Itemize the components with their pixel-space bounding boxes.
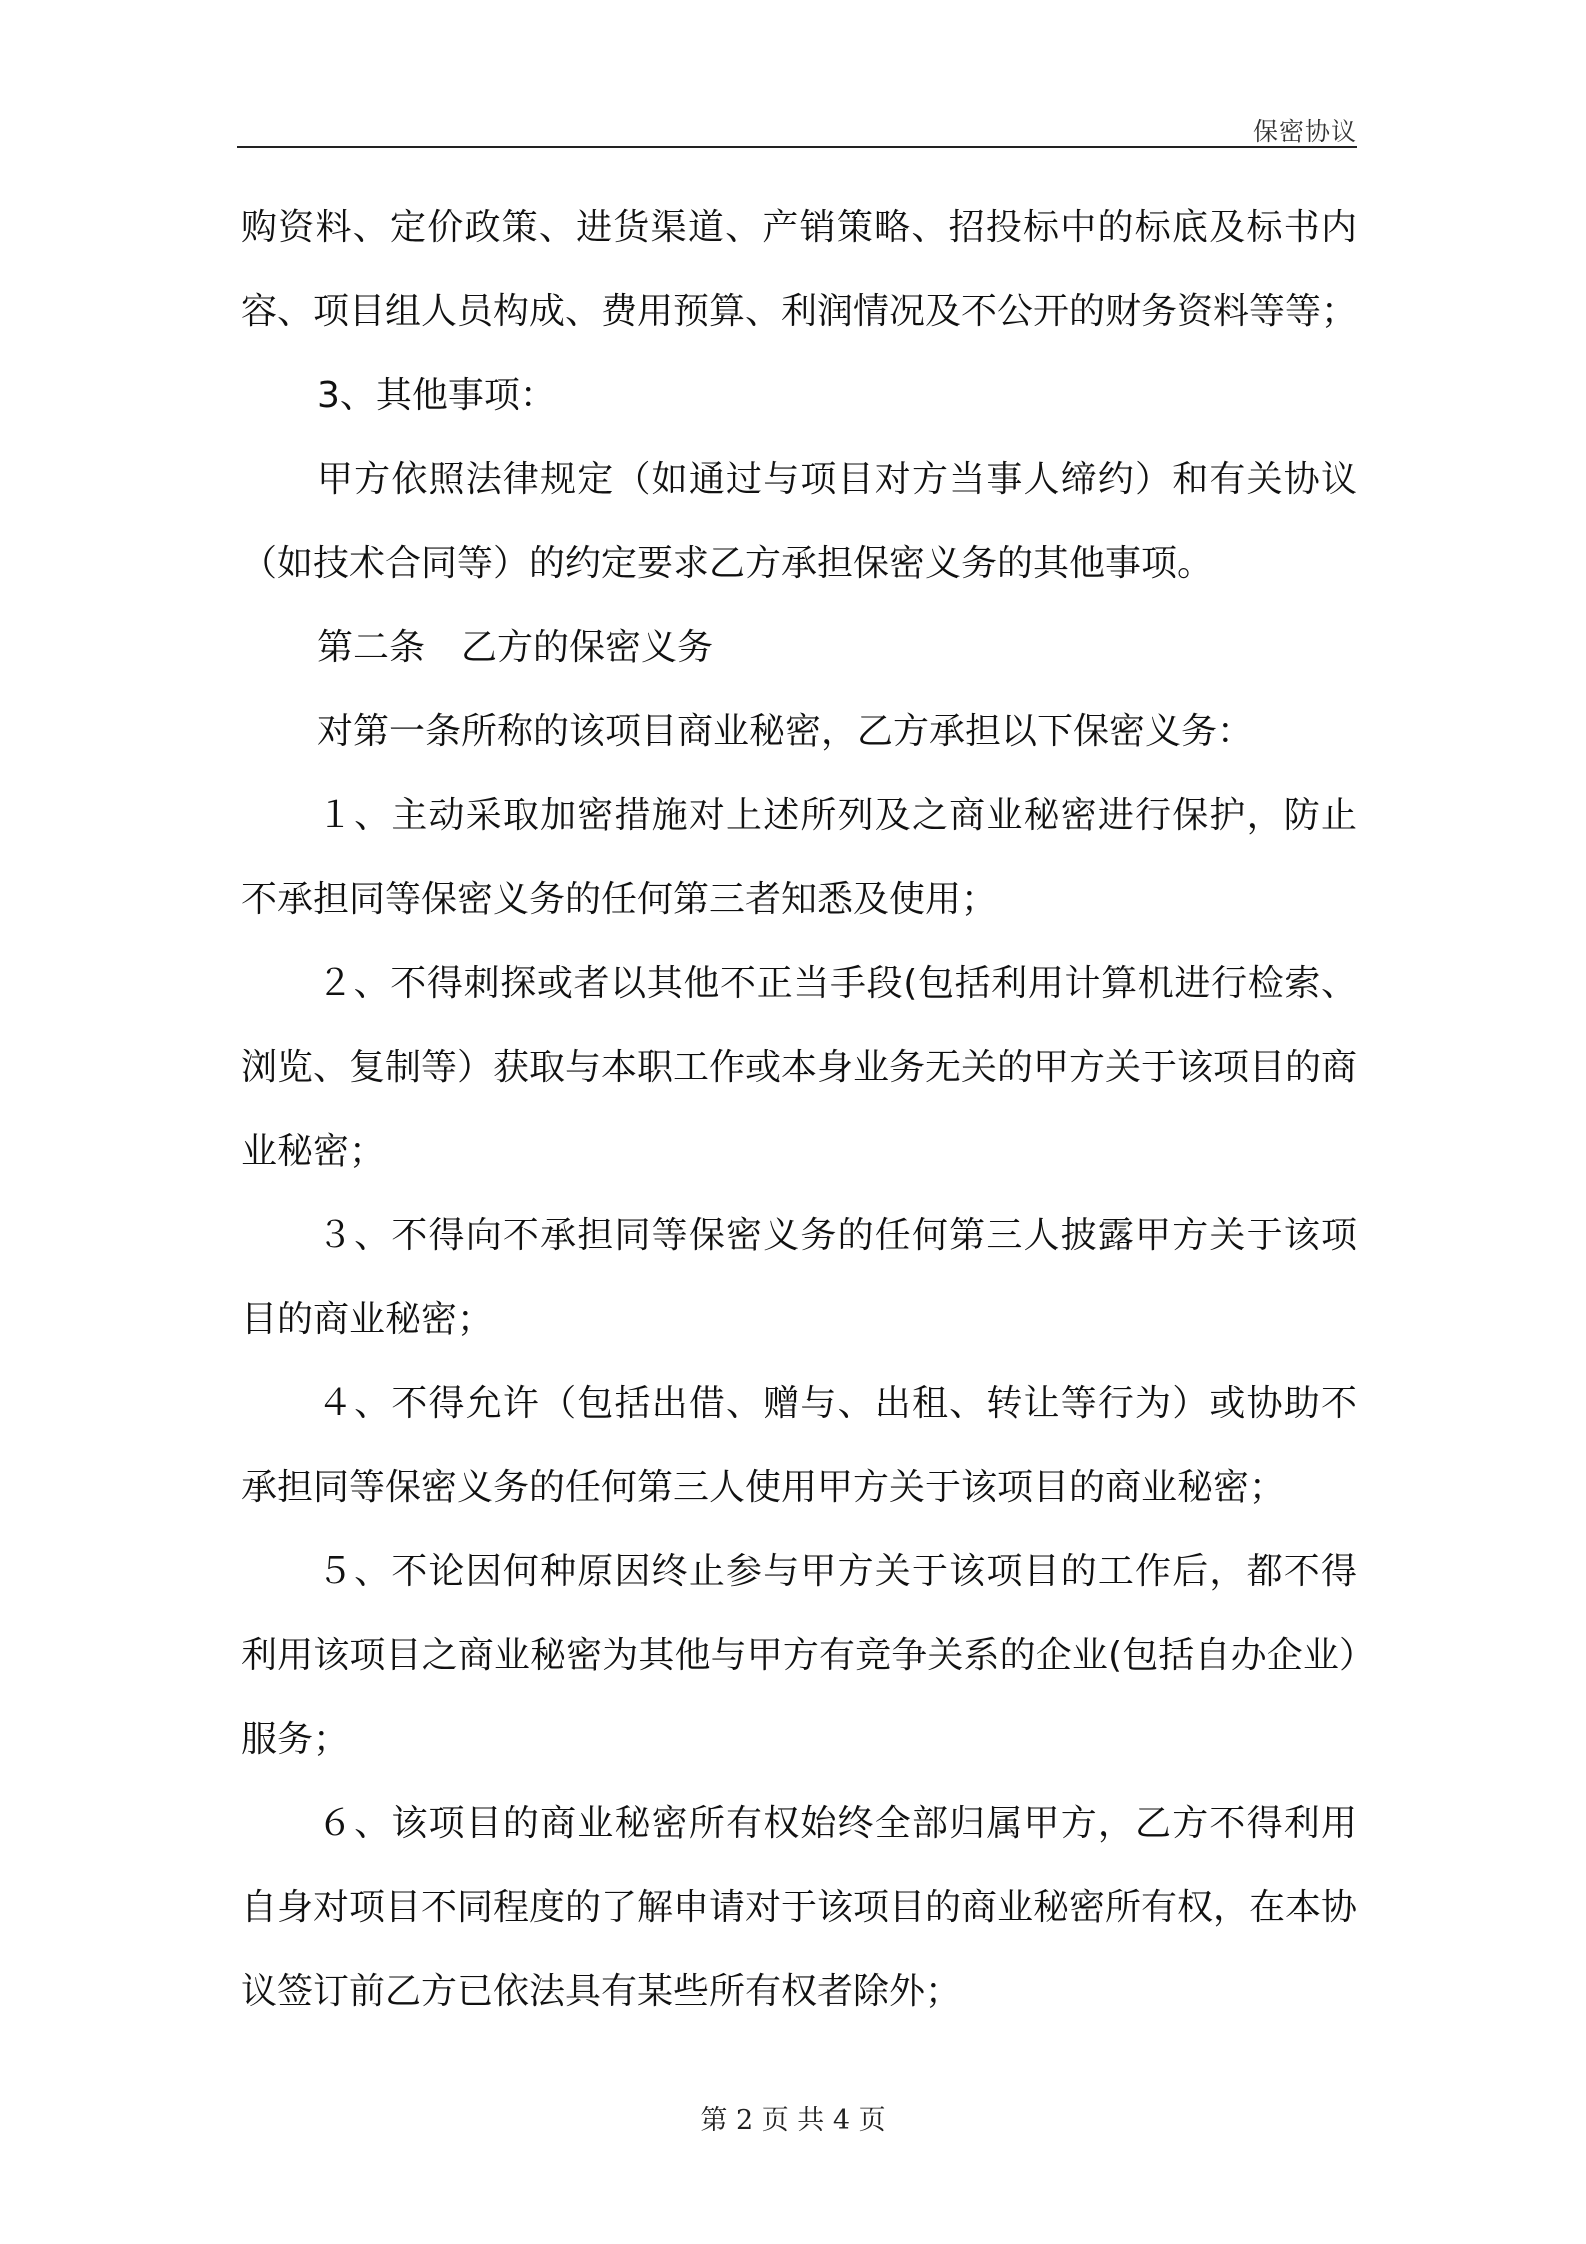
obligation-item-1: １、主动采取加密措施对上述所列及之商业秘密进行保护，防止不承担同等保密义务的任何第三者知悉及使用； xyxy=(241,795,1357,920)
obligation-item-5: ５、不论因何种原因终止参与甲方关于该项目的工作后，都不得利用该项目之商业秘密为其他与甲方有竞争关系的企业(包括自办企业）服务； xyxy=(241,1551,1357,1760)
paragraph-item-3-heading: 3、其他事项： xyxy=(317,375,556,416)
obligation-item-3: ３、不得向不承担同等保密义务的任何第三人披露甲方关于该项目的商业秘密； xyxy=(241,1215,1357,1340)
obligation-item-4: ４、不得允许（包括出借、赠与、出租、转让等行为）或协助不承担同等保密义务的任何第三人使用甲方关于该项目的商业秘密； xyxy=(241,1383,1357,1508)
obligation-item-6: ６、该项目的商业秘密所有权始终全部归属甲方，乙方不得利用自身对项目不同程度的了解申请对于该项目的商业秘密所有权，在本协议签订前乙方已依法具有某些所有权者除外； xyxy=(241,1803,1358,2012)
paragraph-other-matters: 甲方依照法律规定（如通过与项目对方当事人缔约）和有关协议（如技术合同等）的约定要求乙方承担保密义务的其他事项。 xyxy=(241,459,1357,584)
header-title: 保密协议 xyxy=(1252,117,1357,146)
document-body xyxy=(241,186,1357,2034)
paragraph-obligations-intro: 对第一条所称的该项目商业秘密，乙方承担以下保密义务： xyxy=(317,711,1254,752)
obligation-item-2: ２、不得刺探或者以其他不正当手段(包括利用计算机进行检索、浏览、复制等）获取与本职工作或本身业务无关的甲方关于该项目的商业秘密； xyxy=(241,963,1358,1172)
header-divider xyxy=(237,146,1357,148)
page-number: 第 2 页 共 4 页 xyxy=(700,2105,886,2136)
paragraph-continuation: 购资料、定价政策、进货渠道、产销策略、招投标中的标底及标书内容、项目组人员构成、费用预算、利润情况及不公开的财务资料等等； xyxy=(241,207,1358,332)
article-2-heading: 第二条 乙方的保密义务 xyxy=(317,627,714,668)
